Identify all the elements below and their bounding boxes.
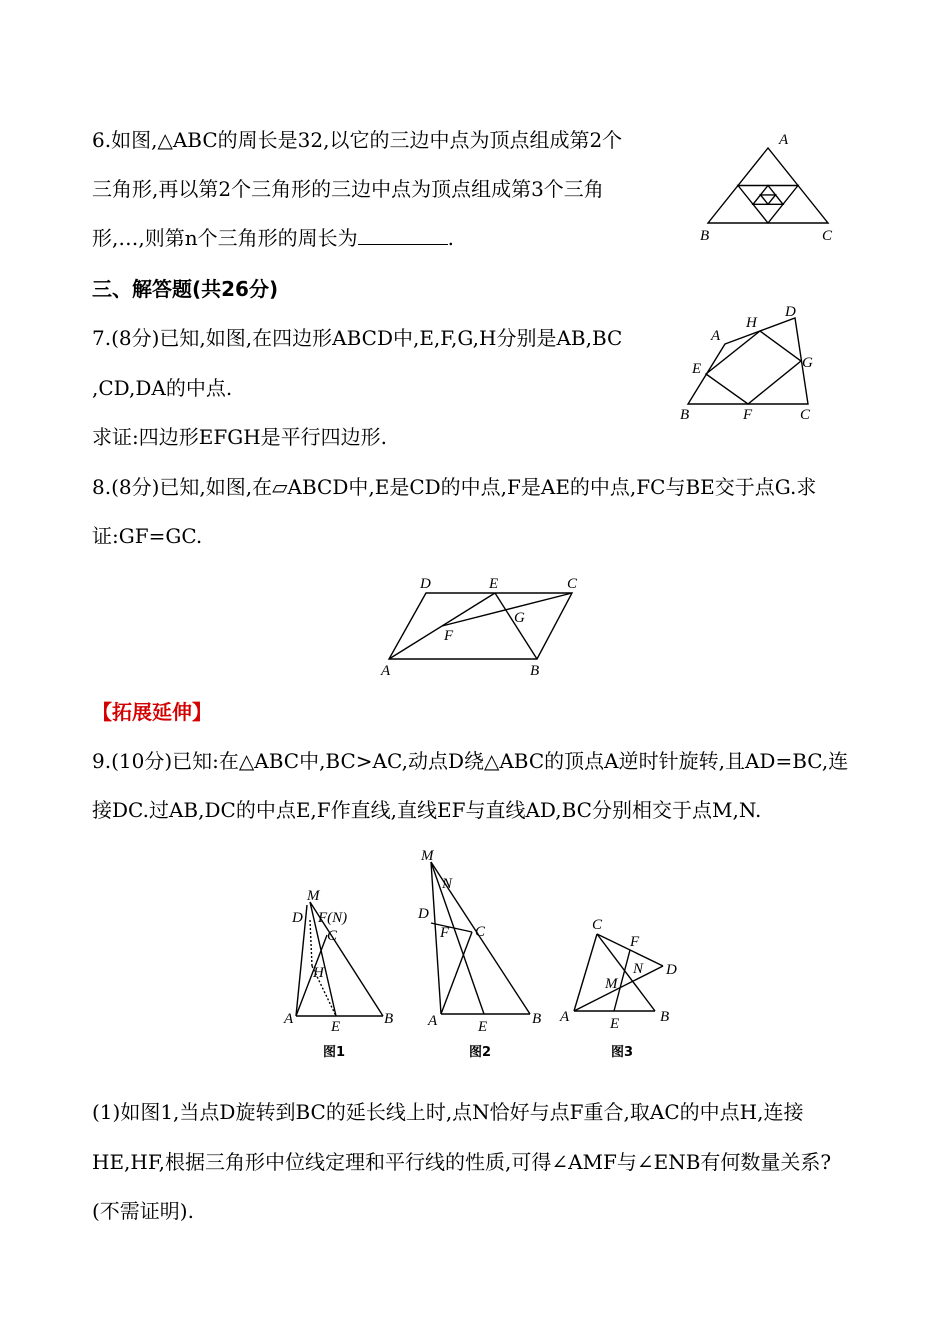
q6-label-c: C	[822, 228, 833, 244]
q9-figure-1	[283, 888, 393, 1060]
q7-quadrilateral	[688, 318, 808, 404]
q8-line2: 证:GF=GC.	[92, 524, 203, 548]
q6-line2: 三角形,再以第2个三角形的三边中点为顶点组成第3个三角	[92, 177, 604, 201]
q8-label-f: F	[444, 628, 454, 644]
q9-fig3-label-n: N	[633, 961, 644, 977]
q9-fig1-label-fn: F(N)	[318, 910, 348, 926]
q7-label-c: C	[800, 407, 811, 423]
q9-fig1-label-e: E	[331, 1019, 341, 1035]
q9-fig1-label-d: D	[292, 910, 303, 926]
q7-line2: ,CD,DA的中点.	[92, 376, 233, 400]
q8-parallelogram	[389, 593, 572, 659]
q7-label-b: B	[680, 407, 690, 423]
extension-heading: 【拓展延伸】	[92, 700, 212, 724]
q9-fig1-caption: 图1	[323, 1045, 346, 1060]
q6-triangle-2	[738, 186, 798, 224]
q8-line-be	[495, 593, 537, 659]
q7-label-a: A	[711, 328, 721, 344]
q6-triangle-3	[753, 186, 783, 205]
q9-fig3-label-c: C	[592, 917, 603, 933]
q7-inner-parallelogram	[706, 331, 801, 404]
q9-fig2-label-a: A	[428, 1013, 438, 1029]
q9-figure-2	[417, 848, 541, 1060]
q8-label-c: C	[567, 576, 578, 592]
q9-fig3-caption: 图3	[611, 1045, 634, 1060]
q9-fig3-label-b: B	[660, 1009, 670, 1025]
q9-fig2-label-n: N	[442, 876, 453, 892]
q8-label-d: D	[420, 576, 431, 592]
q9-fig2-caption: 图2	[469, 1045, 492, 1060]
q8-line-ae	[389, 593, 495, 659]
q9-fig2-label-e: E	[478, 1019, 488, 1035]
q8-label-g: G	[514, 610, 525, 626]
q9-line2: 接DC.过AB,DC的中点E,F作直线,直线EF与直线AD,BC分别相交于点M,N.	[92, 798, 762, 822]
q7-label-g: G	[802, 355, 813, 371]
q9-fig1-label-c: C	[327, 928, 338, 944]
q6-line3-text: 形,…,则第n个三角形的周长为	[92, 226, 358, 250]
q9-fig1-label-b: B	[384, 1011, 394, 1027]
q9-part1-line3: (不需证明).	[92, 1199, 194, 1223]
q9-fig2-label-d: D	[418, 906, 429, 922]
q8-label-e: E	[489, 576, 499, 592]
q9-fig3-label-f: F	[630, 934, 640, 950]
q9-fig3-label-a: A	[560, 1009, 570, 1025]
q7-line3: 求证:四边形EFGH是平行四边形.	[92, 425, 387, 449]
q9-fig1-label-m: M	[307, 888, 320, 904]
q9-fig3-label-e: E	[610, 1016, 620, 1032]
q9-line1: 9.(10分)已知:在△ABC中,BC>AC,动点D绕△ABC的顶点A逆时针旋转,且AD=BC,连	[92, 749, 849, 773]
q9-part1-line2: HE,HF,根据三角形中位线定理和平行线的性质,可得∠AMF与∠ENB有何数量关系?	[92, 1150, 832, 1174]
q7-label-f: F	[743, 407, 753, 423]
q7-label-e: E	[692, 361, 702, 377]
section-heading: 三、解答题(共26分)	[92, 277, 279, 301]
q9-fig3-label-d: D	[666, 962, 677, 978]
q7-label-h: H	[746, 315, 757, 331]
q7-label-d: D	[785, 304, 796, 320]
q6-label-a: A	[779, 132, 789, 148]
q8-line1: 8.(8分)已知,如图,在▱ABCD中,E是CD的中点,F是AE的中点,FC与BE交于点G.求	[92, 475, 817, 499]
q9-figure-3	[559, 917, 677, 1060]
q6-line3	[92, 226, 454, 250]
q6-triangle-1	[708, 148, 828, 223]
q8-line-fc	[442, 593, 572, 626]
q8-label-a: A	[381, 663, 391, 679]
q9-fig2-label-c: C	[475, 924, 486, 940]
q6-triangle-4	[761, 195, 776, 204]
answer-blank[interactable]	[358, 226, 448, 245]
q9-fig2-label-m: M	[421, 848, 434, 864]
q6-line3-period: .	[447, 226, 454, 250]
q9-part1-line1: (1)如图1,当点D旋转到BC的延长线上时,点N恰好与点F重合,取AC的中点H,连接	[92, 1100, 804, 1124]
q8-label-b: B	[530, 663, 540, 679]
q6-label-b: B	[700, 228, 710, 244]
q6-line1: 6.如图,△ABC的周长是32,以它的三边中点为顶点组成第2个	[92, 128, 623, 152]
q9-fig1-label-a: A	[284, 1011, 294, 1027]
q7-line1: 7.(8分)已知,如图,在四边形ABCD中,E,F,G,H分别是AB,BC	[92, 326, 623, 350]
q9-fig2-label-f: F	[440, 925, 450, 941]
q9-fig1-label-h: H	[313, 965, 324, 981]
q9-fig3-label-m: M	[605, 976, 618, 992]
q9-fig2-label-b: B	[532, 1011, 542, 1027]
